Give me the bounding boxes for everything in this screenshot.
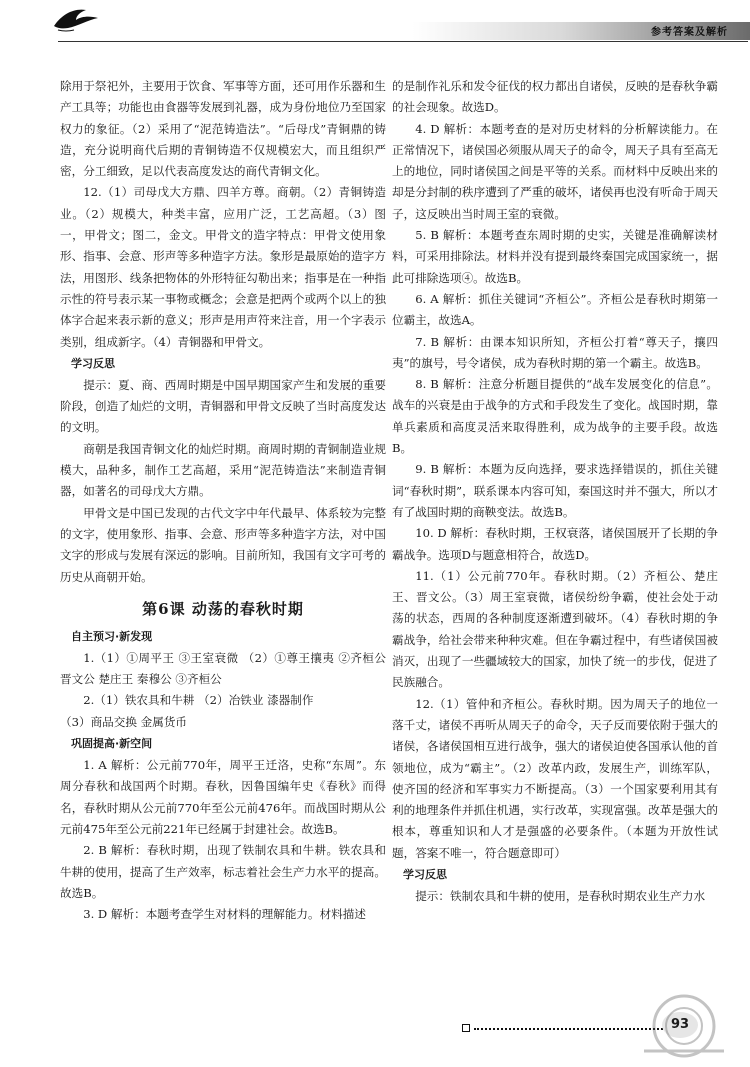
answer-11: 11.（1）公元前770年。春秋时期。（2）齐桓公、楚庄王、晋文公。（3）周王室衰微，诸侯纷纷争霸，使社会处于动荡的状态，西周的各种制度逐渐遭到破坏。（4）春秋时期的争霸战争，给社会带来种种灾难。但在争霸过程中，有些诸侯国被消灭，出现了一些疆域较大的国家，加快了统一的步伐，促进了民族融合。 — [392, 568, 718, 690]
reflection-hint: 提示：铁制农具和牛耕的使用，是春秋时期农业生产力水 — [415, 888, 706, 903]
consolidate-heading: 巩固提高·新空间 — [71, 737, 153, 751]
answer-6: 6. A 解析：抓住关键词“齐桓公”。齐桓公是春秋时期第一位霸主，故选A。 — [392, 291, 718, 328]
page-header — [0, 0, 750, 42]
right-column — [392, 76, 718, 907]
reflection-hint: 提示：夏、商、西周时期是中国早期国家产生和发展的重要阶段，创造了灿烂的文明，青铜器和甲骨文反映了当时高度发达的文明。 — [60, 377, 386, 435]
answer-paragraph: 除用于祭祀外，主要用于饮食、军事等方面，还可用作乐器和生产工具等；功能也由食器等发展到礼器，成为身份地位乃至国家权力的象征。（2）采用了“泥范铸造法”。“后母戊”青铜鼎的铸造，充分说明商代后期的青铜铸造不仅规模宏大，而且组织严密，分工细致，足以代表高度发达的商代青铜文化。 — [60, 79, 386, 179]
header-divider — [58, 41, 748, 42]
answer-9: 9. B 解析：本题为反向选择，要求选择错误的，抓住关键词“春秋时期”，联系课本内容可知，秦国这时并不强大，所以才有了战国时期的商鞅变法。故选B。 — [392, 462, 718, 519]
bird-logo-icon — [52, 4, 100, 34]
answer-5: 5. B 解析：本题考查东周时期的史实，关键是准确解读材料，可采用排除法。材料并没有提到最终秦国完成国家统一，据此可排除选项④。故选B。 — [392, 228, 718, 285]
reflection-paragraph: 商朝是我国青铜文化的灿烂时期。商周时期的青铜制造业规模大，品种多，制作工艺高超，采用“泥范铸造法”来制造青铜器，如著名的司母戊大方鼎。 — [60, 441, 386, 499]
answer-8: 8. B 解析：注意分析题目提供的“战车发展变化的信息”。战车的兴衰是由于战争的方式和手段发生了变化。战国时期，靠单兵素质和高度灵活来取得胜利，成为战争的主要手段。故选B。 — [392, 377, 718, 456]
reflection-heading: 学习反思 — [403, 867, 447, 881]
page-number: 93 — [662, 1012, 698, 1038]
answer-12: 12.（1）管仲和齐桓公。春秋时期。因为周天子的地位一落千丈，诸侯不再听从周天子的命令，天子反而要依附于强大的诸侯，各诸侯国相互进行战争，强大的诸侯迫使各国承认他的首领地位，成为“霸主”。（2）改革内政，发展生产，训练军队，使齐国的经济和军事实力不断提高。（3）一个国家要利用其有利的地理条件并抓住机遇，实行改革，实现富强。改革是强大的根本，尊重知识和人才是强盛的必要条件。（本题为开放性试题，答案不唯一，符合题意即可） — [392, 696, 718, 860]
answer-10: 10. D 解析：春秋时期，王权衰落，诸侯国展开了长期的争霸战争。选项D与题意相符合，故选D。 — [392, 526, 718, 562]
preview-answer-2: 2.（1）铁农具和牛耕 （2）冶铁业 漆器制作 — [83, 693, 314, 708]
reflection-heading: 学习反思 — [71, 356, 115, 370]
preview-answer-2-cont: （3）商品交换 金属货币 — [60, 714, 187, 729]
answer-3-cont: 的是制作礼乐和发令征伐的权力都出自诸侯，反映的是春秋争霸的社会现象。故选D。 — [392, 79, 718, 115]
header-title: 参考答案及解析 — [651, 27, 728, 38]
footer-square-icon — [462, 1024, 470, 1032]
left-column — [60, 76, 386, 925]
answer-7: 7. B 解析：由课本知识所知，齐桓公打着“尊天子，攘四夷”的旗号，号令诸侯，成为春秋时期的第一个霸主。故选B。 — [392, 334, 718, 370]
watermark-stamp-icon — [624, 991, 744, 1061]
preview-answer-1: 1.（1）①周平王 ③王室衰微 （2）①尊王攘夷 ②齐桓公 晋文公 楚庄王 秦穆公 ③齐桓公 — [60, 650, 386, 687]
answer-4: 4. D 解析：本题考查的是对历史材料的分析解读能力。在正常情况下，诸侯国必须服从周天子的命令，周天子具有至高无上的地位，同时诸侯国之间是平等的关系。而材料中反映出来的却是分封制的秩序遭到了严重的破坏，诸侯再也没有听命于周天子，这反映出当时周王室的衰微。 — [392, 121, 718, 221]
header-band — [0, 22, 750, 40]
answer-3: 3. D 解析：本题考查学生对材料的理解能力。材料描述 — [83, 907, 366, 922]
answer-12: 12.（1）司母戊大方鼎、四羊方尊。商朝。（2）青铜铸造业。（2）规模大，种类丰富，应用广泛，工艺高超。（3）图一，甲骨文；图二，金文。甲骨文的造字特点：甲骨文使用象形、指事、会意、形声等多种造字方法。象形是最原始的造字方法，用图形、线条把物体的外形特征勾勒出来；指事是在一种指示性的符号表示某一事物或概念；会意是把两个或两个以上的独体字合起来表示新的意义；形声是用声符来注音，用一个字表示类别，组成新字。（4）青铜器和甲骨文。 — [60, 185, 386, 349]
answer-2: 2. B 解析：春秋时期，出现了铁制农具和牛耕。铁农具和牛耕的使用，提高了生产效率，标志着社会生产力水平的提高。故选B。 — [60, 843, 386, 900]
answer-1: 1. A 解析：公元前770年，周平王迁洛，史称“东周”。东周分春秋和战国两个时期。春秋，因鲁国编年史《春秋》而得名，春秋时期从公元前770年至公元前476年。而战国时期从公元前475年至公元前221年已经属于封建社会。故选B。 — [60, 758, 386, 836]
lesson-title: 第6课 动荡的春秋时期 — [142, 599, 304, 618]
reflection-paragraph: 甲骨文是中国已发现的古代文字中年代最早、体系较为完整的文字，使用象形、指事、会意、形声等多种造字方法，对中国文字的形成与发展有深远的影响。目前所知，我国有文字可考的历史从商朝开始。 — [60, 505, 386, 584]
preview-heading: 自主预习·新发现 — [71, 629, 153, 643]
